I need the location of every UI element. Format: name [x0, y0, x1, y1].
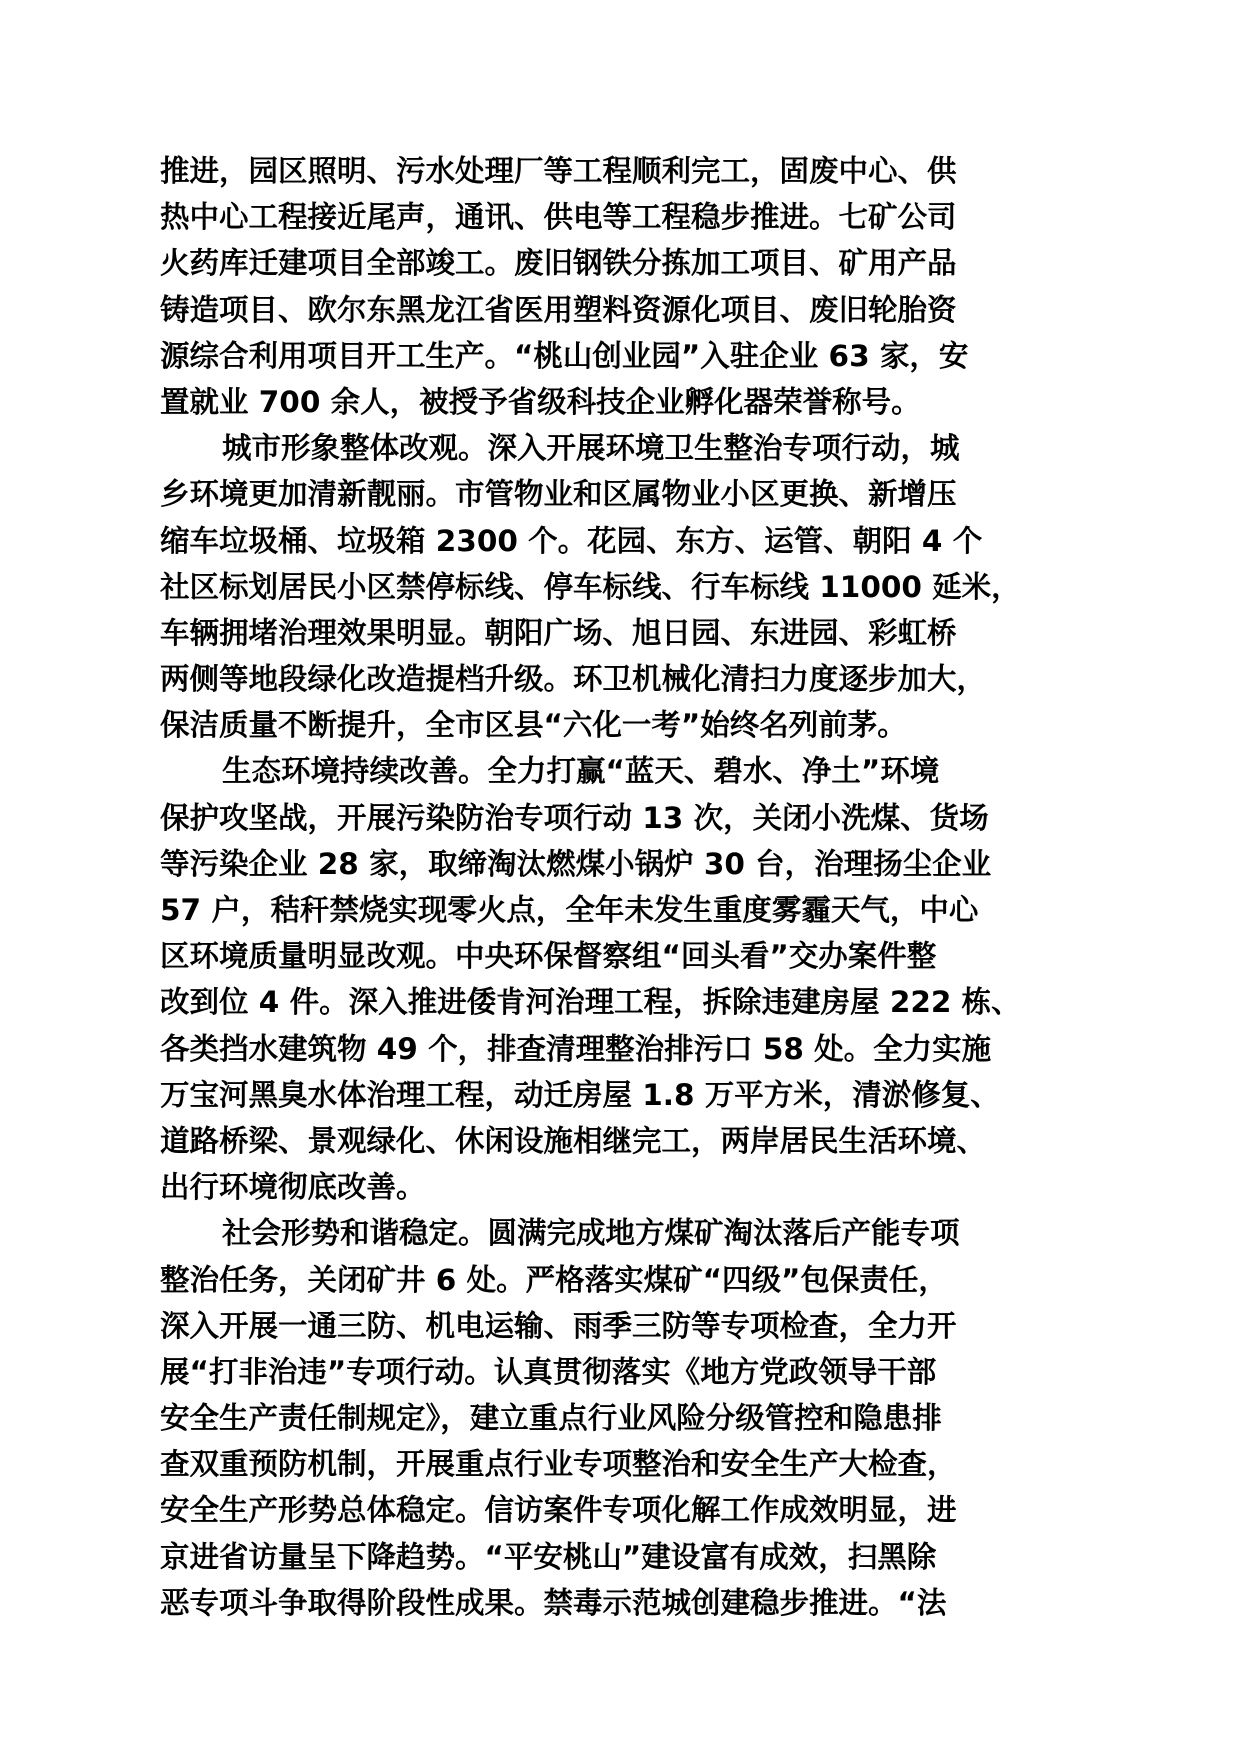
text-line: 火药库迁建项目全部竣工。废旧钢铁分拣加工项目、矿用产品: [160, 246, 957, 281]
text-line: 保护攻坚战，开展污染防治专项行动 13 次，关闭小洗煤、货场: [160, 800, 989, 835]
text-line: 区环境质量明显改观。中央环保督察组“回头看”交办案件整: [160, 939, 937, 974]
text-line: 源综合利用项目开工生产。“桃山创业园”入驻企业 63 家，安: [160, 338, 969, 373]
text-line: 各类挡水建筑物 49 个，排查清理整治排污口 58 处。全力实施: [160, 1031, 992, 1066]
text-line: 热中心工程接近尾声，通讯、供电等工程稳步推进。七矿公司: [160, 200, 957, 235]
text-line: 铸造项目、欧尔东黑龙江省医用塑料资源化项目、废旧轮胎资: [160, 292, 957, 327]
text-line: 车辆拥堵治理效果明显。朝阳广场、旭日园、东进园、彩虹桥: [160, 615, 957, 650]
text-line: 展“打非治违”专项行动。认真贯彻落实《地方党政领导干部: [160, 1354, 937, 1389]
text-line: 推进，园区照明、污水处理厂等工程顺利完工，固废中心、供: [160, 154, 957, 188]
text-line: 等污染企业 28 家，取缔淘汰燃煤小锅炉 30 台，治理扬尘企业: [160, 846, 992, 881]
text-line: 两侧等地段绿化改造提档升级。环卫机械化清扫力度逐步加大，: [160, 662, 987, 697]
text-line: 深入开展一通三防、机电运输、雨季三防等专项检查，全力开: [160, 1308, 957, 1343]
text-line: 查双重预防机制，开展重点行业专项整治和安全生产大检查，: [160, 1447, 957, 1482]
text-line: 社区标划居民小区禁停标线、停车标线、行车标线 11000 延米，: [160, 569, 1021, 604]
text-line: 万宝河黑臭水体治理工程，动迁房屋 1.8 万平方米，清淤修复、: [160, 1077, 1000, 1112]
text-line: 缩车垃圾桶、垃圾箱 2300 个。花园、东方、运管、朝阳 4 个: [160, 523, 983, 558]
paragraph-first-line: 生态环境持续改善。全力打赢“蓝天、碧水、净土”环境: [222, 754, 940, 789]
text-line: 57 户，秸秆禁烧实现零火点，全年未发生重度雾霾天气，中心: [160, 893, 979, 927]
text-line: 置就业 700 余人，被授予省级科技企业孵化器荣誉称号。: [160, 384, 921, 419]
text-line: 京进省访量呈下降趋势。“平安桃山”建设富有成效，扫黑除: [160, 1539, 937, 1574]
text-line: 出行环境彻底改善。: [160, 1170, 426, 1205]
paragraph-first-line: 社会形势和谐稳定。圆满完成地方煤矿淘汰落后产能专项: [222, 1216, 960, 1251]
text-line: 乡环境更加清新靓丽。市管物业和区属物业小区更换、新增压: [160, 477, 957, 512]
text-line: 整治任务，关闭矿井 6 处。严格落实煤矿“四级”包保责任，: [160, 1262, 948, 1297]
text-line: 保洁质量不断提升，全市区县“六化一考”始终名列前茅。: [160, 708, 907, 743]
text-line: 改到位 4 件。深入推进倭肯河治理工程，拆除违建房屋 222 栋、: [160, 985, 1021, 1020]
text-line: 安全生产责任制规定》，建立重点行业风险分级管控和隐患排: [160, 1401, 942, 1436]
text-line: 道路桥梁、景观绿化、休闲设施相继完工，两岸居民生活环境、: [160, 1123, 987, 1158]
paragraph-first-line: 城市形象整体改观。深入开展环境卫生整治专项行动，城: [222, 431, 960, 466]
text-line: 恶专项斗争取得阶段性成果。禁毒示范城创建稳步推进。“法: [160, 1585, 947, 1620]
body-text: [160, 148, 1100, 1626]
text-line: 安全生产形势总体稳定。信访案件专项化解工作成效明显，进: [160, 1493, 957, 1528]
